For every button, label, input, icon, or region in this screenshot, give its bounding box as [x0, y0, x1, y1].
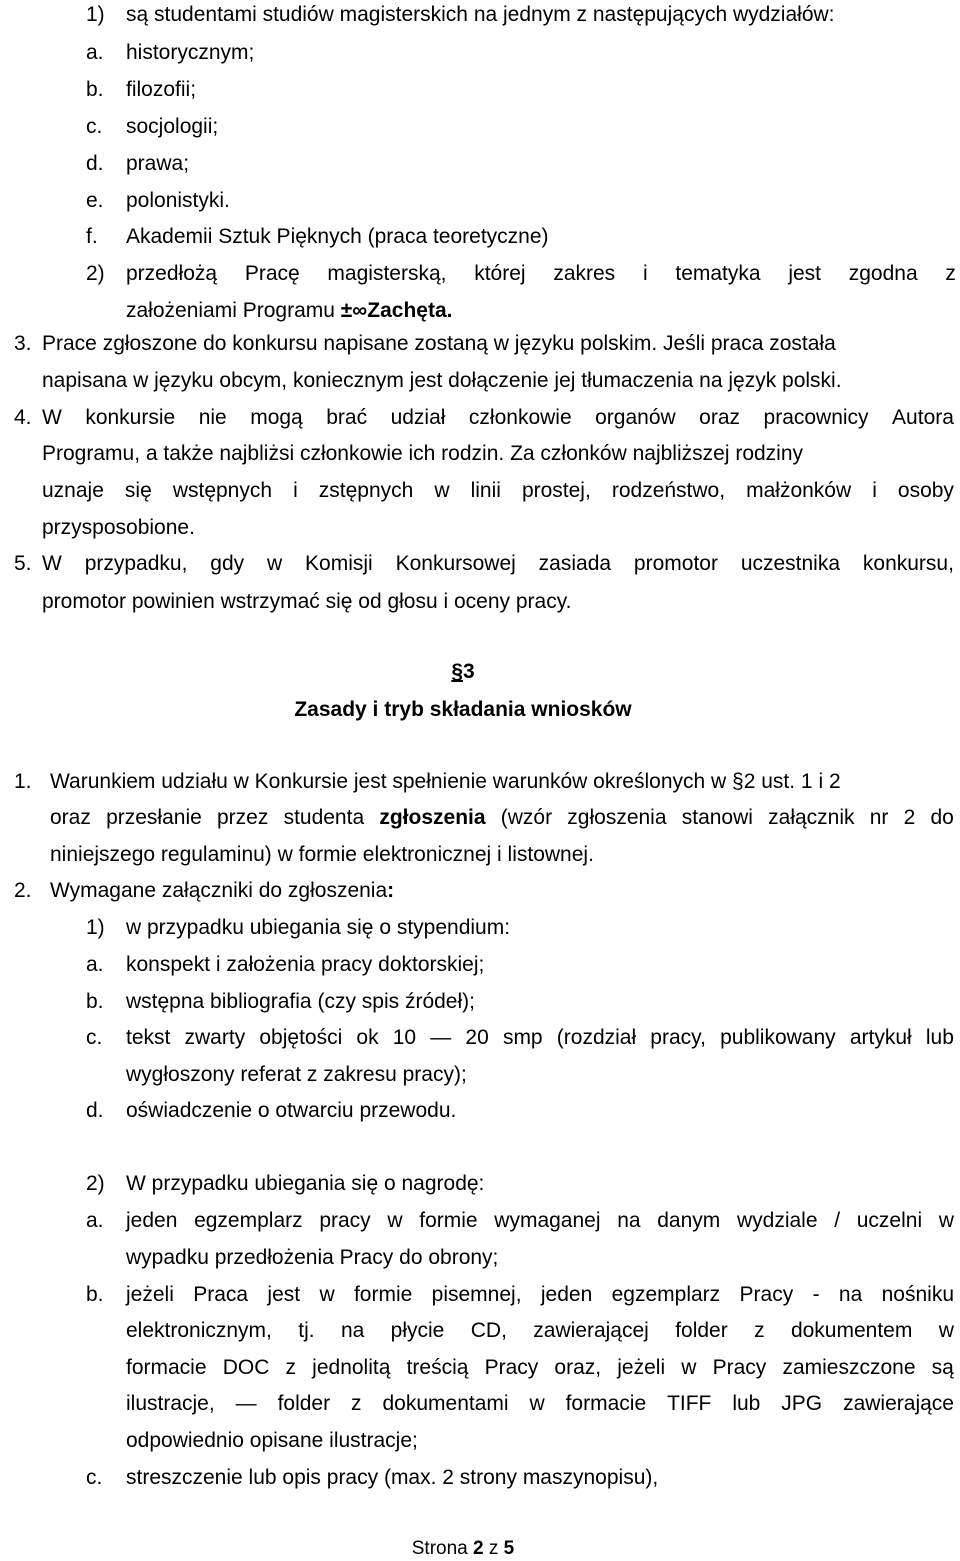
faculty-item: filozofii; [126, 78, 197, 101]
point-number: 5. [14, 552, 32, 575]
attachment-item: oświadczenie o otwarciu przewodu. [126, 1099, 457, 1122]
attachment-letter: d. [86, 1099, 104, 1122]
faculty-letter: a. [86, 41, 104, 64]
prize-heading: W przypadku ubiegania się o nagrodę: [126, 1172, 485, 1195]
attachment-letter: c. [86, 1026, 103, 1049]
attachment-item: tekst zwarty objętości ok 10 — 20 smp (rozdział pracy, publikowany artykuł lub [126, 1026, 954, 1049]
faculty-letter: e. [86, 189, 104, 212]
attachment-item-cont: elektronicznym, tj. na płycie CD, zawierającej folder z dokumentem w [126, 1319, 954, 1342]
rule-number: 1. [14, 770, 32, 793]
faculty-letter: b. [86, 78, 104, 101]
program-name-line: założeniami Programu ±∞Zachęta. [126, 299, 453, 322]
program-name: Zachęta. [367, 299, 453, 322]
promoter-rule-line: W przypadku, gdy w Komisji Konkursowej zasiada promotor uczestnika konkursu, [42, 552, 954, 575]
section-sign-icon: § [451, 660, 463, 683]
exclusion-rule-line: W konkursie nie mogą brać udział członkowie organów oraz pracownicy Autora [42, 406, 954, 429]
section-number: 3 [463, 660, 475, 683]
participation-condition-line: oraz przesłanie przez studenta zgłoszenia (wzór zgłoszenia stanowi załącznik nr 2 do [50, 806, 954, 829]
language-rule-cont: napisana w języku obcym, koniecznym jest dołączenie jej tłumaczenia na język polski. [42, 369, 842, 392]
list-number: 1) [86, 3, 105, 26]
promoter-rule-line: promotor powinien wstrzymać się od głosu i oceny pracy. [42, 590, 572, 613]
faculty-item: historycznym; [126, 41, 255, 64]
list-number: 2) [86, 262, 105, 285]
faculty-item: prawa; [126, 152, 190, 175]
list-number: 2) [86, 1172, 105, 1195]
attachment-item-cont: wygłoszony referat z zakresu pracy); [126, 1063, 467, 1086]
attachment-letter: a. [86, 1209, 104, 1232]
list-number: 1) [86, 916, 105, 939]
faculty-item: Akademii Sztuk Pięknych (praca teoretyczne) [126, 225, 549, 248]
attachment-item: konspekt i założenia pracy doktorskiej; [126, 953, 485, 976]
attachment-item: wstępna bibliografia (czy spis źródeł); [126, 990, 475, 1013]
faculty-letter: d. [86, 152, 104, 175]
attachment-letter: c. [86, 1466, 103, 1489]
total-pages: 5 [503, 1538, 515, 1559]
page-number-footer: Strona 2 z 5 [411, 1538, 515, 1559]
attachment-item: streszczenie lub opis pracy (max. 2 strony maszynopisu), [126, 1466, 659, 1489]
exclusion-rule-line: przysposobione. [42, 516, 195, 539]
faculty-letter: f. [86, 225, 98, 248]
attachment-item-cont: odpowiednio opisane ilustracje; [126, 1429, 418, 1452]
section-title: Zasady i tryb składania wniosków [294, 698, 632, 721]
attachment-item: jeden egzemplarz pracy w formie wymaganej na danym wydziale / uczelni w [126, 1209, 954, 1232]
exclusion-rule-line: Programu, a także najbliżsi członkowie ich rodzin. Za członków najbliższej rodziny [42, 442, 804, 465]
exclusion-rule-line: uznaje się wstępnych i zstępnych w linii prostej, rodzeństwo, małżonków i osoby [42, 479, 954, 502]
stipend-heading: w przypadku ubiegania się o stypendium: [126, 916, 511, 939]
attachment-letter: b. [86, 1283, 104, 1306]
section-sign-icon: § [732, 770, 744, 793]
point-number: 4. [14, 406, 32, 429]
attachment-item-cont: ilustracje, — folder z dokumentami w formacie TIFF lub JPG zawierające [126, 1392, 954, 1415]
attachment-item-cont: formacie DOC z jednolitą treścią Pracy oraz, jeżeli w Pracy zamieszczone są [126, 1356, 954, 1379]
attachment-item-cont: wypadku przedłożenia Pracy do obrony; [126, 1246, 499, 1269]
attachment-letter: a. [86, 953, 104, 976]
faculty-letter: c. [86, 115, 103, 138]
attachments-heading: Wymagane załączniki do zgłoszenia: [50, 879, 395, 902]
attachment-letter: b. [86, 990, 104, 1013]
point-number: 3. [14, 332, 32, 355]
current-page: 2 [473, 1538, 484, 1559]
infinity-icon: ∞ [352, 299, 368, 322]
section-heading [0, 659, 926, 685]
faculty-item: socjologii; [126, 115, 219, 138]
language-rule: Prace zgłoszone do konkursu napisane zostaną w języku polskim. Jeśli praca została [42, 332, 836, 355]
faculty-item: polonistyki. [126, 189, 230, 212]
participation-condition-line: niniejszego regulaminu) w formie elektronicznej i listownej. [50, 843, 594, 866]
eligibility-text: są studentami studiów magisterskich na jednym z następujących wydziałów: [126, 3, 835, 26]
participation-condition: Warunkiem udziału w Konkursie jest spełnienie warunków określonych w §2 ust. 1 i 2 [50, 770, 841, 793]
rule-number: 2. [14, 879, 32, 902]
attachment-item: jeżeli Praca jest w formie pisemnej, jeden egzemplarz Pracy - na nośniku [126, 1283, 954, 1306]
thesis-requirement-line: przedłożą Pracę magisterską, której zakres i tematyka jest zgodna z [126, 262, 956, 285]
